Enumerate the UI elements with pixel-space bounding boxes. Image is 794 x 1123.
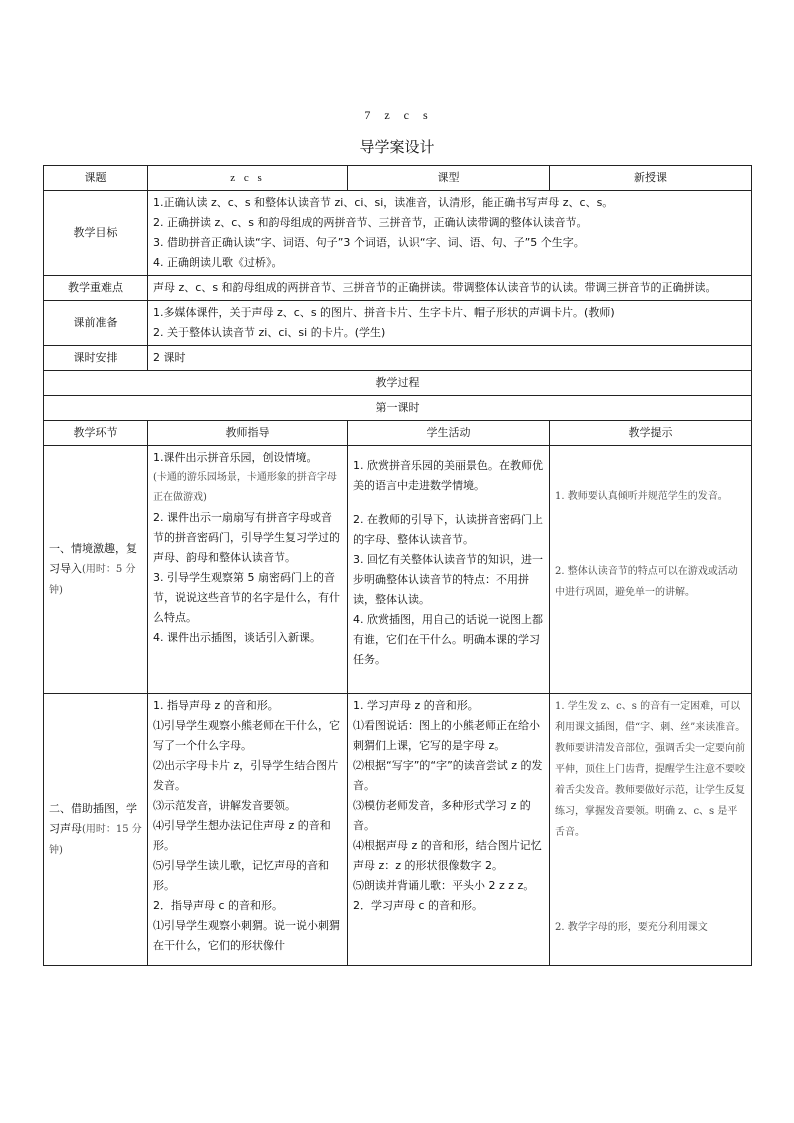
step-name: 一、情境激趣，复习导入 bbox=[49, 541, 137, 575]
student-item: ⑷根据声母 z 的音和形，结合图片记忆声母 z：z 的形状很像数字 2。 bbox=[353, 839, 542, 872]
goal-item: 2. 正确拼读 z、c、s 和韵母组成的两拼音节、三拼音节，正确认读带调的整体认读音节。 bbox=[153, 216, 588, 229]
goal-item: 4. 正确朗读儿歌《过桥》。 bbox=[153, 256, 283, 269]
lesson-value: z c s bbox=[148, 166, 348, 191]
lesson-plan-table bbox=[43, 165, 752, 966]
teacher-guidance-cell bbox=[148, 446, 348, 694]
step-cell bbox=[44, 446, 148, 694]
teacher-item: 3. 引导学生观察第 5 扇密码门上的音节，说说这些音节的名字是什么，有什么特点。 bbox=[153, 571, 340, 624]
hours-label: 课时安排 bbox=[44, 346, 148, 371]
col-teacher-header: 教师指导 bbox=[148, 421, 348, 446]
key-points-label: 教学重难点 bbox=[44, 276, 148, 301]
lesson-number-title bbox=[0, 108, 794, 123]
prep-label: 课前准备 bbox=[44, 301, 148, 346]
process-heading: 教学过程 bbox=[44, 371, 752, 396]
student-activity-cell bbox=[348, 446, 550, 694]
teacher-item: 4. 课件出示插图，谈话引入新课。 bbox=[153, 631, 321, 644]
period-heading: 第一课时 bbox=[44, 396, 752, 421]
goals-label: 教学目标 bbox=[44, 191, 148, 276]
teacher-item: ⑴引导学生观察小刺猬。说一说小刺猬在干什么，它们的形状像什 bbox=[153, 919, 340, 952]
student-item: ⑵根据“写字”的“字”的读音尝试 z 的发音。 bbox=[353, 759, 543, 792]
teacher-item: 2. 课件出示一扇扇写有拼音字母或音节的拼音密码门，引导学生复习学过的声母、韵母和整体认读音节。 bbox=[153, 511, 340, 564]
teacher-item: ⑵出示字母卡片 z，引导学生结合图片发音。 bbox=[153, 759, 339, 792]
tip-item: 2. 教学字母的形，要充分利用课文 bbox=[555, 922, 708, 933]
student-item: 3. 回忆有关整体认读音节的知识，进一步明确整体认读音节的特点：不用拼读，整体认读。 bbox=[353, 553, 543, 606]
goal-item: 3. 借助拼音正确认读“字、词语、句子”3 个词语，认识“字、词、语、句、子”5 个生字。 bbox=[153, 236, 585, 249]
teacher-guidance-cell bbox=[148, 694, 348, 966]
teacher-item: 1. 指导声母 z 的音和形。 bbox=[153, 699, 279, 712]
lesson-label: 课题 bbox=[44, 166, 148, 191]
table-row bbox=[44, 396, 752, 421]
prep-item: 2. 关于整体认读音节 zi、ci、si 的卡片。(学生) bbox=[153, 326, 386, 339]
table-row bbox=[44, 301, 752, 346]
table-row bbox=[44, 421, 752, 446]
table-row bbox=[44, 191, 752, 276]
title-letter: c bbox=[403, 108, 411, 122]
student-item: 2．学习声母 c 的音和形。 bbox=[353, 899, 484, 912]
tip-item: 1. 学生发 z、c、s 的音有一定困难，可以利用课文插图，借“字、刺、丝”来读准音。教师要讲清发音部位，强调舌尖一定要向前平伸，顶住上门齿背，提醒学生注意不要咬着舌尖发音。教师要做好示范，让学生反复练习，掌握发音要领。明确 z、c、s 是平舌音。 bbox=[555, 701, 746, 838]
teacher-item: ⑶示范发音，讲解发音要领。 bbox=[153, 799, 296, 812]
teacher-item: ⑴引导学生观察小熊老师在干什么，它写了一个什么字母。 bbox=[153, 719, 340, 752]
page-title: 导学案设计 bbox=[359, 138, 435, 156]
student-item: 1. 欣赏拼音乐园的美丽景色。在教师优美的语言中走进数学情境。 bbox=[353, 459, 543, 492]
col-student-header: 学生活动 bbox=[348, 421, 550, 446]
student-activity-cell bbox=[348, 694, 550, 966]
table-row bbox=[44, 446, 752, 694]
step-time: (用时：15 分钟) bbox=[49, 823, 142, 856]
type-label: 课型 bbox=[348, 166, 550, 191]
table-row bbox=[44, 276, 752, 301]
type-value: 新授课 bbox=[550, 166, 752, 191]
teacher-item: ⑸引导学生读儿歌，记忆声母的音和形。 bbox=[153, 859, 329, 892]
teacher-item: ⑷引导学生想办法记住声母 z 的音和形。 bbox=[153, 819, 331, 852]
tip-item: 2. 整体认读音节的特点可以在游戏或活动中进行巩固，避免单一的讲解。 bbox=[555, 566, 738, 598]
teacher-item: 1.课件出示拼音乐园，创设情境。 bbox=[153, 451, 318, 464]
step-name: 二、借助插图，学习声母 bbox=[49, 801, 137, 835]
teaching-tip-cell bbox=[550, 694, 752, 966]
step-cell bbox=[44, 694, 148, 966]
hours-value: 2 课时 bbox=[148, 346, 752, 371]
lesson-number: 7 bbox=[364, 108, 373, 122]
student-item: 4. 欣赏插图，用自己的话说一说图上都有谁，它们在干什么。明确本课的学习任务。 bbox=[353, 613, 543, 666]
key-points-text: 声母 z、c、s 和韵母组成的两拼音节、三拼音节的正确拼读。带调整体认读音节的认读。带调三拼音节的正确拼读。 bbox=[148, 276, 752, 301]
teacher-item: 2．指导声母 c 的音和形。 bbox=[153, 899, 284, 912]
student-item: 1. 学习声母 z 的音和形。 bbox=[353, 699, 479, 712]
tip-item: 1. 教师要认真倾听并规范学生的发音。 bbox=[555, 491, 728, 502]
goals-cell bbox=[148, 191, 752, 276]
prep-cell bbox=[148, 301, 752, 346]
teaching-tip-cell bbox=[550, 446, 752, 694]
table-row bbox=[44, 346, 752, 371]
prep-item: 1.多媒体课件，关于声母 z、c、s 的图片、拼音卡片、生字卡片、帽子形状的声调卡片。(教师) bbox=[153, 306, 615, 319]
table-row bbox=[44, 166, 752, 191]
teacher-note: (卡通的游乐园场景，卡通形象的拼音字母正在做游戏) bbox=[153, 472, 337, 503]
title-letter: s bbox=[422, 108, 430, 122]
table-row bbox=[44, 694, 752, 966]
student-item: 2. 在教师的引导下，认读拼音密码门上的字母、整体认读音节。 bbox=[353, 513, 543, 546]
col-step-header: 教学环节 bbox=[44, 421, 148, 446]
col-tip-header: 教学提示 bbox=[550, 421, 752, 446]
student-item: ⑴看图说话：图上的小熊老师正在给小刺猬们上课，它写的是字母 z。 bbox=[353, 719, 540, 752]
goal-item: 1.正确认读 z、c、s 和整体认读音节 zi、ci、si，读准音，认清形，能正确书写声母 z、c、s。 bbox=[153, 196, 614, 209]
student-item: ⑸朗读并背诵儿歌：平头小 2 z z z。 bbox=[353, 879, 535, 892]
table-row bbox=[44, 371, 752, 396]
step-time: (用时：5 分钟) bbox=[49, 563, 136, 596]
title-letter: z bbox=[384, 108, 392, 122]
student-item: ⑶模仿老师发音，多种形式学习 z 的音。 bbox=[353, 799, 531, 832]
